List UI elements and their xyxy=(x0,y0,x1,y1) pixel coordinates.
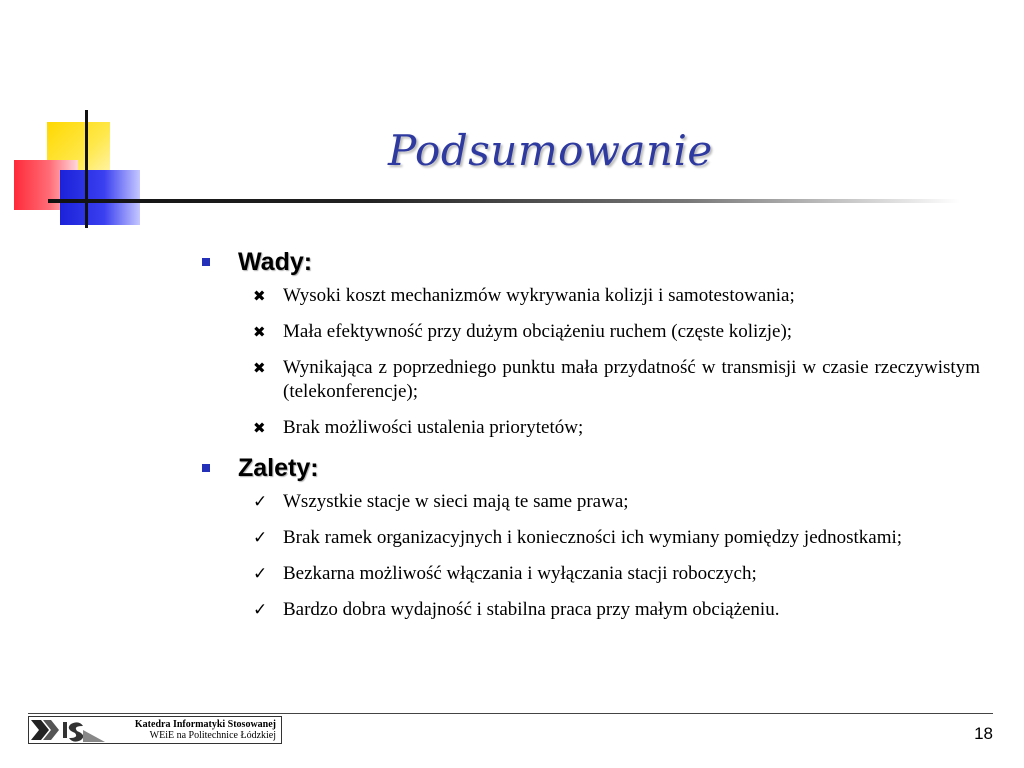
list-item-text: Bardzo dobra wydajność i stabilna praca przy małym obciążeniu. xyxy=(283,599,780,620)
advantages-list xyxy=(200,490,980,622)
page-number: 18 xyxy=(974,724,993,743)
x-mark-icon: ✖ xyxy=(253,419,266,437)
list-item xyxy=(253,490,980,514)
list-item-text: Wysoki koszt mechanizmów wykrywania kolizji i samotestowania; xyxy=(283,285,795,306)
check-mark-icon: ✓ xyxy=(253,492,268,512)
faculty-name: WEiE na Politechnice Łódzkiej xyxy=(149,730,276,741)
x-mark-icon: ✖ xyxy=(253,323,266,341)
x-mark-icon: ✖ xyxy=(253,287,266,305)
square-bullet-icon xyxy=(202,258,210,266)
list-item xyxy=(253,356,980,404)
title-underline xyxy=(48,199,960,203)
section-heading xyxy=(200,452,980,484)
list-item xyxy=(253,598,980,622)
x-mark-icon: ✖ xyxy=(253,359,266,377)
disadvantages-list xyxy=(200,284,980,440)
check-mark-icon: ✓ xyxy=(253,528,268,548)
list-item xyxy=(253,562,980,586)
footer-divider xyxy=(28,713,993,714)
kis-logo-icon xyxy=(31,718,105,742)
institution-name: Katedra Informatyki Stosowanej xyxy=(134,719,276,730)
section-title: Wady: xyxy=(238,248,313,276)
list-item xyxy=(253,526,980,550)
list-item xyxy=(253,320,980,344)
list-item xyxy=(253,416,980,440)
slide-title: Podsumowanie xyxy=(388,126,713,175)
check-mark-icon: ✓ xyxy=(253,600,268,620)
square-bullet-icon xyxy=(202,464,210,472)
list-item-text: Bezkarna możliwość włączania i wyłączania stacji roboczych; xyxy=(283,563,757,584)
institution-logo xyxy=(28,716,282,744)
section-advantages xyxy=(200,452,980,622)
decorative-blue-square xyxy=(60,170,140,225)
section-heading xyxy=(200,246,980,278)
list-item xyxy=(253,284,980,308)
list-item-text: Brak ramek organizacyjnych i konieczności ich wymiany pomiędzy jednostkami; xyxy=(283,527,903,548)
list-item-text: Brak możliwości ustalenia priorytetów; xyxy=(283,417,584,438)
check-mark-icon: ✓ xyxy=(253,564,268,584)
section-disadvantages xyxy=(200,246,980,440)
slide-content xyxy=(200,246,980,634)
list-item-text: Wynikająca z poprzedniego punktu mała przydatność w transmisji w czasie rzeczywistym (telekonferencje); xyxy=(283,357,980,402)
section-title: Zalety: xyxy=(238,454,319,482)
list-item-text: Mała efektywność przy dużym obciążeniu ruchem (częste kolizje); xyxy=(283,321,793,342)
decorative-vertical-line xyxy=(85,110,88,228)
list-item-text: Wszystkie stacje w sieci mają te same prawa; xyxy=(283,491,629,512)
